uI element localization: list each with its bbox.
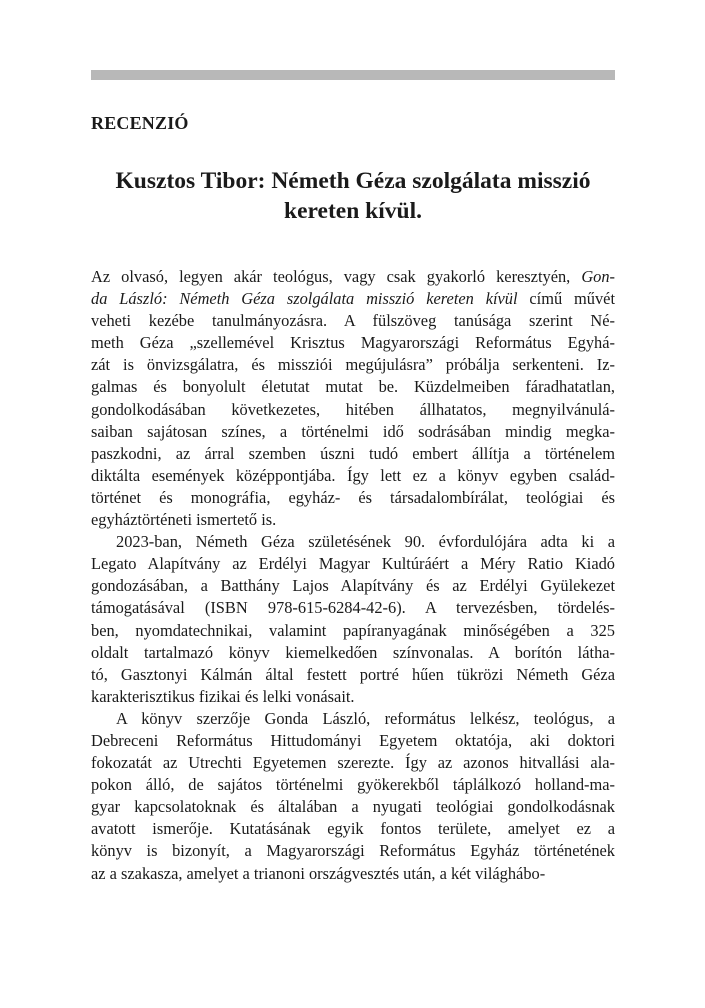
article-body: [91, 266, 615, 885]
article-title: Kusztos Tibor: Németh Géza szolgálata misszió kereten kívül.: [115, 168, 591, 224]
text-line: történet és monográfia, egyház- és társadalombírálat, teológiai és: [91, 487, 615, 507]
text-line: diktálta események középpontjába. Így lett ez a könyv egyben család-: [91, 465, 615, 485]
text-line: Legato Alapítvány az Erdélyi Magyar Kultúráért a Méry Ratio Kiadó: [91, 554, 615, 574]
book-title-italic: Gon-: [581, 267, 615, 286]
text-line: az a szakasza, amelyet a trianoni országvesztés után, a két világhábo-: [91, 863, 546, 883]
paragraph: [91, 531, 615, 708]
text-line: 2023-ban, Németh Géza születésének 90. évfordulójára adta ki a: [116, 532, 615, 552]
text-line: tó, Gasztonyi Kálmán által festett portré hűen tükrözi Németh Géza: [91, 664, 615, 684]
section-label: RECENZIÓ: [91, 113, 189, 133]
text-line: Az olvasó, legyen akár teológus, vagy csak gyakorló keresztyén, Gon-: [91, 267, 615, 286]
text-line: Debreceni Református Hittudományi Egyetem oktatója, aki doktori: [91, 730, 615, 750]
text-line: galmas és bonyolult életutat mutat be. Küzdelmeiben fáradhatatlan,: [91, 377, 615, 397]
header-rule: [91, 70, 615, 80]
text-line: gyar kapcsolatoknak és általában a nyugati teológiai gondolkodásnak: [91, 797, 615, 817]
book-title-italic: da László: Németh Géza szolgálata misszió kereten kívül: [91, 289, 518, 309]
text-line: karakterisztikus fizikai és lelki vonásait.: [91, 686, 355, 706]
text-line: pokon álló, de sajátos történelmi gyökerekből táplálkozó holland-ma-: [91, 775, 615, 795]
text-line: saiban sajátosan színes, a történelmi idő sodrásában mindig megka-: [91, 421, 615, 441]
paragraph: [91, 266, 615, 531]
text-line: meth Géza „szellemével Krisztus Magyarországi Református Egyhá-: [91, 333, 615, 353]
text-line: avatott ismerője. Kutatásának egyik fontos területe, amelyet ez a: [91, 819, 615, 839]
text-line: gondolkodásában következetes, hitében állhatatos, megnyilvánulá-: [91, 399, 615, 419]
text-line: zát is önvizsgálatra, és missziói megújulásra” próbálja serkenteni. Iz-: [91, 355, 615, 375]
text-line: A könyv szerzője Gonda László, református lelkész, teológus, a: [116, 708, 615, 728]
text-line: gondozásában, a Batthány Lajos Alapítvány és az Erdélyi Gyülekezet: [91, 576, 615, 596]
text-line: könyv is bizonyít, a Magyarországi Református Egyház történetének: [91, 841, 615, 861]
text-line: paszkodni, az árral szemben úszni tudó embert állítja a történelem: [91, 443, 615, 463]
paragraph: [91, 708, 615, 885]
text-line: ben, nyomdatechnikai, valamint papíranyagának minőségében a 325: [91, 620, 615, 640]
text-line: egyháztörténeti ismertető is.: [91, 510, 277, 530]
text-line: fokozatát az Utrechti Egyetemen szerezte. Így az azonos hitvallási ala-: [91, 753, 615, 773]
text-line: támogatásával (ISBN 978-615-6284-42-6). A tervezésben, tördelés-: [91, 598, 615, 618]
text-line: veheti kezébe tanulmányozásra. A fülszöveg tanúsága szerint Né-: [91, 311, 615, 331]
text-line: da László: Németh Géza szolgálata misszió kereten kívül című művét: [91, 289, 615, 309]
text-line: oldalt tartalmazó könyv kiemelkedően színvonalas. A borítón látha-: [91, 642, 615, 662]
